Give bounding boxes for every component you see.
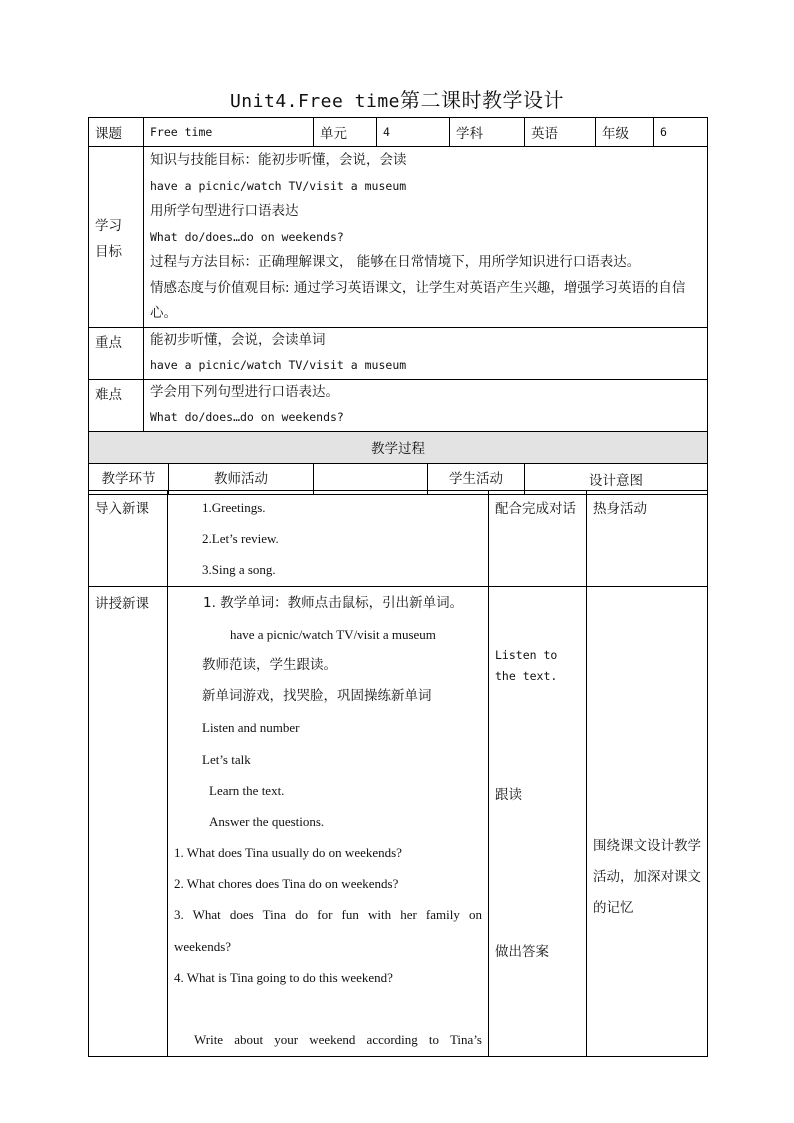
- new-lesson-teacher: [168, 586, 489, 1056]
- objectives-label: [89, 147, 144, 328]
- unit-label: 单元: [314, 118, 377, 147]
- new-lesson-student: [489, 586, 587, 1056]
- page-title: [0, 84, 794, 113]
- question-line: 2. What chores does Tina do on weekends?: [174, 876, 399, 892]
- grade-label: 年级: [596, 118, 654, 147]
- teacher-step: Listen and number: [202, 720, 300, 736]
- question-line: 1. What does Tina usually do on weekends?: [174, 845, 402, 861]
- objectives-label-line1: 学习: [95, 217, 122, 234]
- subject-label: 学科: [450, 118, 525, 147]
- teacher-step: have a picnic/watch TV/visit a museum: [230, 626, 436, 642]
- key-point-line: 能初步听懂，会说，会读单词: [150, 331, 326, 348]
- difficult-points-row: [89, 379, 708, 431]
- intro-step: 1.Greetings.: [202, 500, 266, 515]
- writing-task-line: Write about your weekend according to Tina’s: [194, 1032, 482, 1048]
- student-item-repeat: 跟读: [495, 786, 522, 803]
- intro-teacher: [168, 491, 489, 587]
- question-line: weekends?: [174, 938, 232, 954]
- column-header-teacher: 教师活动: [214, 470, 268, 487]
- question-line: 3. What does Tina do for fun with her family on: [174, 907, 482, 923]
- teacher-step: Let’s talk: [202, 751, 251, 767]
- objective-line: 用所学句型进行口语表达: [150, 203, 299, 219]
- objective-line: 知识与技能目标：能初步听懂，会说，会读: [150, 152, 407, 168]
- objectives-label-line2: 目标: [95, 243, 122, 260]
- intro-student: 配合完成对话: [489, 491, 587, 587]
- process-header-row: [89, 431, 708, 463]
- intro-intent: 热身活动: [587, 491, 708, 587]
- teacher-step: 教师范读，学生跟读。: [202, 656, 337, 673]
- intro-row: [89, 491, 708, 587]
- key-points-label: 重点: [89, 327, 144, 379]
- intent-text: 围绕课文设计教学活动，加深对课文的记忆: [593, 837, 701, 916]
- difficult-points-label: 难点: [89, 379, 144, 431]
- key-points-row: [89, 327, 708, 379]
- new-lesson-row: [89, 586, 708, 1056]
- teacher-step: Learn the text.: [209, 782, 285, 798]
- teacher-step: Answer the questions.: [209, 813, 325, 829]
- intro-step: 3.Sing a song.: [202, 562, 276, 578]
- unit-value: 4: [377, 118, 450, 147]
- topic-value: Free time: [144, 118, 314, 147]
- objective-line: have a picnic/watch TV/visit a museum: [150, 178, 407, 193]
- difficult-point-line: What do/does…do on weekends?: [150, 410, 344, 424]
- student-item-listen: Listen to the text.: [495, 647, 558, 683]
- difficult-points-content: [144, 379, 708, 431]
- topic-label: 课题: [89, 118, 144, 147]
- title-rest: 第二课时教学设计: [400, 88, 565, 112]
- objectives-row: [89, 147, 708, 328]
- info-row: [89, 118, 708, 147]
- difficult-point-line: 学会用下列句型进行口语表达。: [150, 383, 339, 400]
- objective-line: 过程与方法目标：正确理解课文， 能够在日常情境下，用所学知识进行口语表达。: [150, 254, 641, 270]
- column-header-stage: 教学环节: [89, 464, 169, 494]
- objective-line: What do/does…do on weekends?: [150, 229, 344, 244]
- key-points-content: [144, 327, 708, 379]
- column-header-intent: 设计意图: [525, 463, 708, 494]
- new-lesson-stage: 讲授新课: [89, 586, 168, 1056]
- key-point-line: have a picnic/watch TV/visit a museum: [150, 358, 407, 372]
- intro-stage: 导入新课: [89, 491, 168, 587]
- objectives-content: [144, 147, 708, 328]
- title-unit: Unit4.Free time: [229, 91, 401, 112]
- lesson-plan-table: [88, 117, 708, 495]
- column-header-student: 学生活动: [427, 464, 524, 494]
- spacer: [174, 993, 482, 1024]
- grade-value: 6: [654, 118, 708, 147]
- student-item-answer: 做出答案: [495, 943, 549, 960]
- intro-step: 2.Let’s review.: [202, 531, 279, 547]
- question-line: 4. What is Tina going to do this weekend?: [174, 969, 393, 985]
- objective-line: 情感态度与价值观目标: 通过学习英语课文，让学生对英语产生兴趣，增强学习英语的自信心。: [150, 279, 686, 321]
- teacher-step: 新单词游戏，找哭脸，巩固操练新单词: [202, 688, 432, 705]
- teacher-step: 1. 教学单词：教师点击鼠标，引出新单词。: [203, 594, 464, 611]
- subject-value: 英语: [525, 118, 596, 147]
- process-body-table: [88, 490, 708, 1057]
- process-header: 教学过程: [89, 431, 708, 463]
- new-lesson-intent: [587, 586, 708, 1056]
